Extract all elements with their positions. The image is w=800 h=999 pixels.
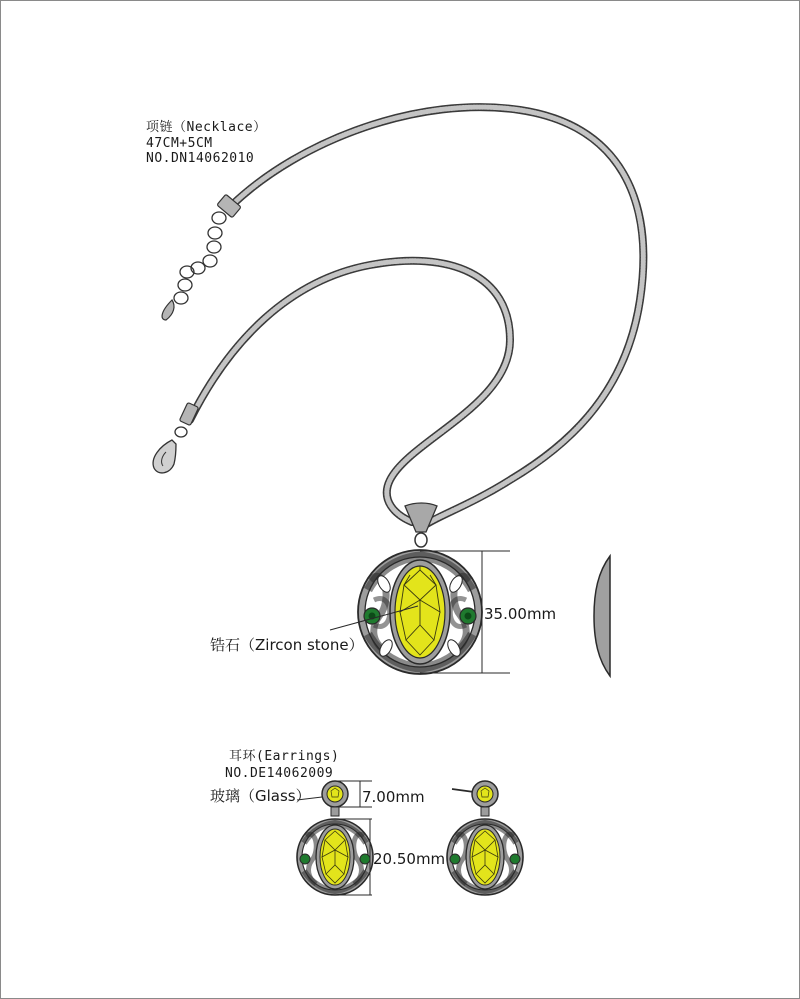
earring-back — [447, 781, 523, 895]
pendant — [358, 550, 482, 674]
necklace-title: 项链（Necklace） — [146, 120, 267, 135]
extension-chain — [174, 212, 226, 304]
snake-chain — [190, 107, 643, 525]
earrings-title: 耳环(Earrings) — [229, 749, 340, 764]
pendant-side-profile — [594, 556, 610, 676]
pendant-diameter-label: 35.00mm — [484, 605, 557, 623]
stud-size-label: 7.00mm — [362, 788, 425, 806]
earrings-number: NO.DE14062009 — [225, 766, 334, 781]
glass-label: 玻璃（Glass） — [210, 787, 311, 805]
chain-end-cap — [179, 402, 198, 425]
drop-size-label: 20.50mm — [373, 850, 446, 868]
necklace-number: NO.DN14062010 — [146, 151, 255, 166]
extension-drop-tag — [162, 300, 174, 320]
necklace-length: 47CM+5CM — [146, 136, 213, 151]
lobster-clasp — [153, 427, 187, 473]
zircon-label: 锆石（Zircon stone） — [210, 636, 364, 654]
